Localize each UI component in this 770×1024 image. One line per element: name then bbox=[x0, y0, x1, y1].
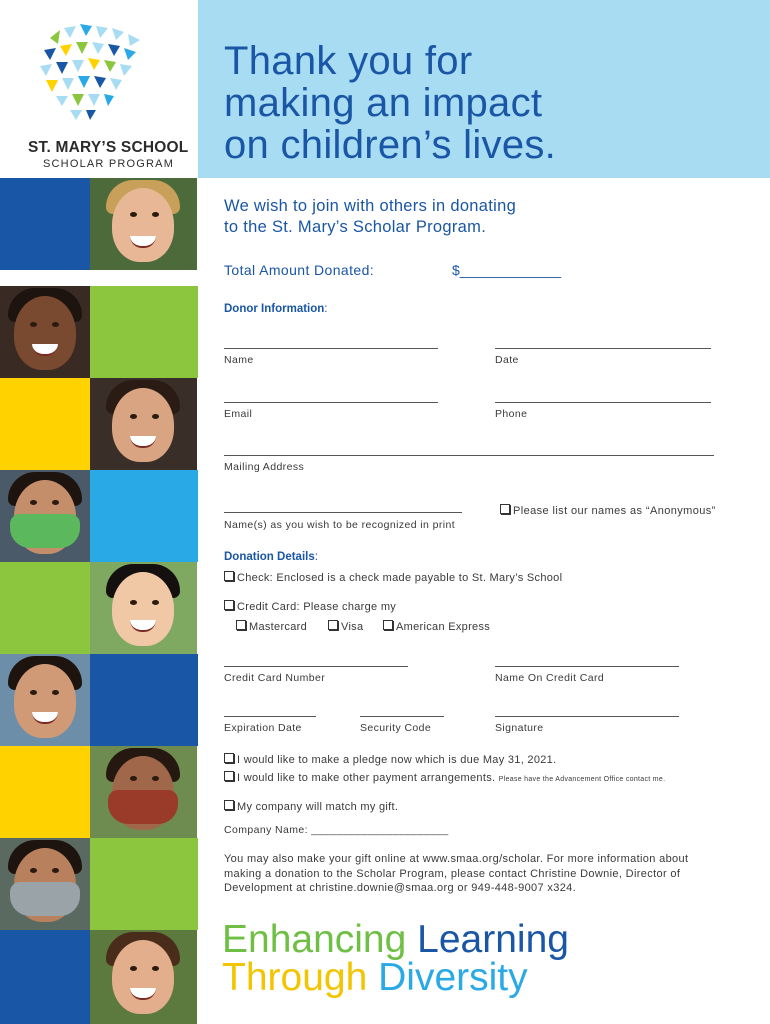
donor-info-heading-text: Donor Information bbox=[224, 303, 325, 315]
tagline-word-learning: Learning bbox=[417, 918, 569, 961]
company-match-option[interactable] bbox=[224, 800, 398, 813]
donation-details-heading-colon: : bbox=[314, 551, 318, 563]
email-field[interactable] bbox=[224, 402, 438, 403]
other-arrangements-note: Please have the Advancement Office contact me. bbox=[498, 776, 666, 783]
mastercard-option[interactable] bbox=[236, 620, 307, 633]
expiration-date-label: Expiration Date bbox=[224, 722, 302, 734]
anonymous-option[interactable] bbox=[500, 504, 716, 517]
mastercard-label: Mastercard bbox=[249, 621, 308, 633]
total-amount-field[interactable]: $_____________ bbox=[452, 262, 562, 278]
other-arrangements-option[interactable] bbox=[224, 771, 665, 784]
tagline-word-enhancing: Enhancing bbox=[222, 918, 407, 961]
school-logo-icon bbox=[30, 18, 148, 136]
pledge-checkbox[interactable] bbox=[224, 753, 234, 763]
other-arrangements-checkbox[interactable] bbox=[224, 771, 234, 781]
color-tile-sky bbox=[90, 470, 198, 562]
mailing-address-label: Mailing Address bbox=[224, 461, 305, 473]
name-on-card-label: Name On Credit Card bbox=[495, 672, 605, 684]
anonymous-label: Please list our names as “Anonymous” bbox=[513, 505, 716, 517]
credit-card-number-field[interactable] bbox=[224, 666, 408, 667]
name-field[interactable] bbox=[224, 348, 438, 349]
check-checkbox[interactable] bbox=[224, 571, 234, 581]
contact-line-3: Development at christine.downie@smaa.org or 949-448-9007 x324. bbox=[224, 882, 577, 894]
mastercard-checkbox[interactable] bbox=[236, 620, 246, 630]
expiration-date-field[interactable] bbox=[224, 716, 316, 717]
credit-card-option[interactable] bbox=[224, 600, 396, 613]
check-option[interactable] bbox=[224, 571, 562, 584]
intro-text bbox=[224, 196, 624, 238]
other-arrangements-label: I would like to make other payment arrangements. bbox=[237, 772, 496, 784]
amex-label: American Express bbox=[396, 621, 491, 633]
color-tile-blue bbox=[0, 178, 90, 270]
visa-option[interactable] bbox=[328, 620, 363, 633]
signature-field[interactable] bbox=[495, 716, 679, 717]
visa-label: Visa bbox=[341, 621, 364, 633]
student-photo bbox=[0, 286, 90, 378]
color-tile-green bbox=[0, 562, 90, 654]
color-tile-blue bbox=[90, 654, 198, 746]
logo-area bbox=[0, 0, 198, 178]
pledge-label: I would like to make a pledge now which is due May 31, 2021. bbox=[237, 754, 557, 766]
color-tile-yellow bbox=[0, 378, 90, 470]
mailing-address-field[interactable] bbox=[224, 455, 714, 456]
security-code-label: Security Code bbox=[360, 722, 432, 734]
student-photo bbox=[90, 930, 197, 1024]
recognition-name-field[interactable] bbox=[224, 512, 462, 513]
credit-card-checkbox[interactable] bbox=[224, 600, 234, 610]
contact-paragraph bbox=[224, 852, 688, 896]
contact-line-2: making a donation to the Scholar Program, please contact Christine Downie, Director of bbox=[224, 867, 681, 880]
donation-details-heading-text: Donation Details bbox=[224, 551, 315, 563]
tagline-word-diversity: Diversity bbox=[378, 956, 528, 999]
amex-checkbox[interactable] bbox=[383, 620, 393, 630]
student-photo bbox=[0, 470, 90, 562]
recognition-name-label: Name(s) as you wish to be recognized in print bbox=[224, 519, 456, 531]
student-photo bbox=[90, 178, 197, 270]
date-field[interactable] bbox=[495, 348, 711, 349]
pledge-option[interactable] bbox=[224, 753, 556, 766]
color-tile-green bbox=[90, 286, 198, 378]
program-name: SCHOLAR PROGRAM bbox=[43, 158, 175, 170]
credit-card-label: Credit Card: Please charge my bbox=[237, 601, 397, 613]
student-photo bbox=[90, 562, 197, 654]
contact-line-1: You may also make your gift online at www.smaa.org/scholar. For more information about bbox=[224, 853, 689, 865]
company-name-field[interactable]: Company Name: ______________________ bbox=[224, 824, 449, 836]
tagline-line-2 bbox=[222, 956, 528, 1000]
student-photo bbox=[0, 838, 90, 930]
phone-field[interactable] bbox=[495, 402, 711, 403]
name-label: Name bbox=[224, 354, 254, 366]
donor-info-heading-colon: : bbox=[324, 303, 328, 315]
color-tile-green bbox=[90, 838, 198, 930]
date-label: Date bbox=[495, 354, 519, 366]
tagline-word-through: Through bbox=[222, 956, 368, 999]
total-amount-label: Total Amount Donated: bbox=[224, 262, 375, 278]
anonymous-checkbox[interactable] bbox=[500, 504, 510, 514]
color-tile-yellow bbox=[0, 746, 90, 838]
company-match-label: My company will match my gift. bbox=[237, 801, 399, 813]
name-on-card-field[interactable] bbox=[495, 666, 679, 667]
intro-line-1: We wish to join with others in donating bbox=[224, 197, 517, 215]
signature-label: Signature bbox=[495, 722, 544, 734]
headline-line-3: on children’s lives. bbox=[224, 123, 557, 167]
phone-label: Phone bbox=[495, 408, 528, 420]
donor-info-heading bbox=[224, 303, 328, 315]
company-match-checkbox[interactable] bbox=[224, 800, 234, 810]
student-photo bbox=[90, 378, 197, 470]
intro-line-2: to the St. Mary’s Scholar Program. bbox=[224, 218, 487, 236]
student-photo bbox=[90, 746, 197, 838]
email-label: Email bbox=[224, 408, 253, 420]
visa-checkbox[interactable] bbox=[328, 620, 338, 630]
page-title bbox=[224, 40, 556, 166]
student-photo bbox=[0, 654, 90, 746]
headline-line-1: Thank you for bbox=[224, 39, 473, 83]
check-label: Check: Enclosed is a check made payable to St. Mary’s School bbox=[237, 572, 563, 584]
security-code-field[interactable] bbox=[360, 716, 444, 717]
donation-details-heading bbox=[224, 551, 318, 563]
headline-line-2: making an impact bbox=[224, 81, 543, 125]
amex-option[interactable] bbox=[383, 620, 490, 633]
credit-card-number-label: Credit Card Number bbox=[224, 672, 326, 684]
color-tile-blue bbox=[0, 930, 90, 1024]
school-name: ST. MARY’S SCHOOL bbox=[28, 139, 189, 156]
